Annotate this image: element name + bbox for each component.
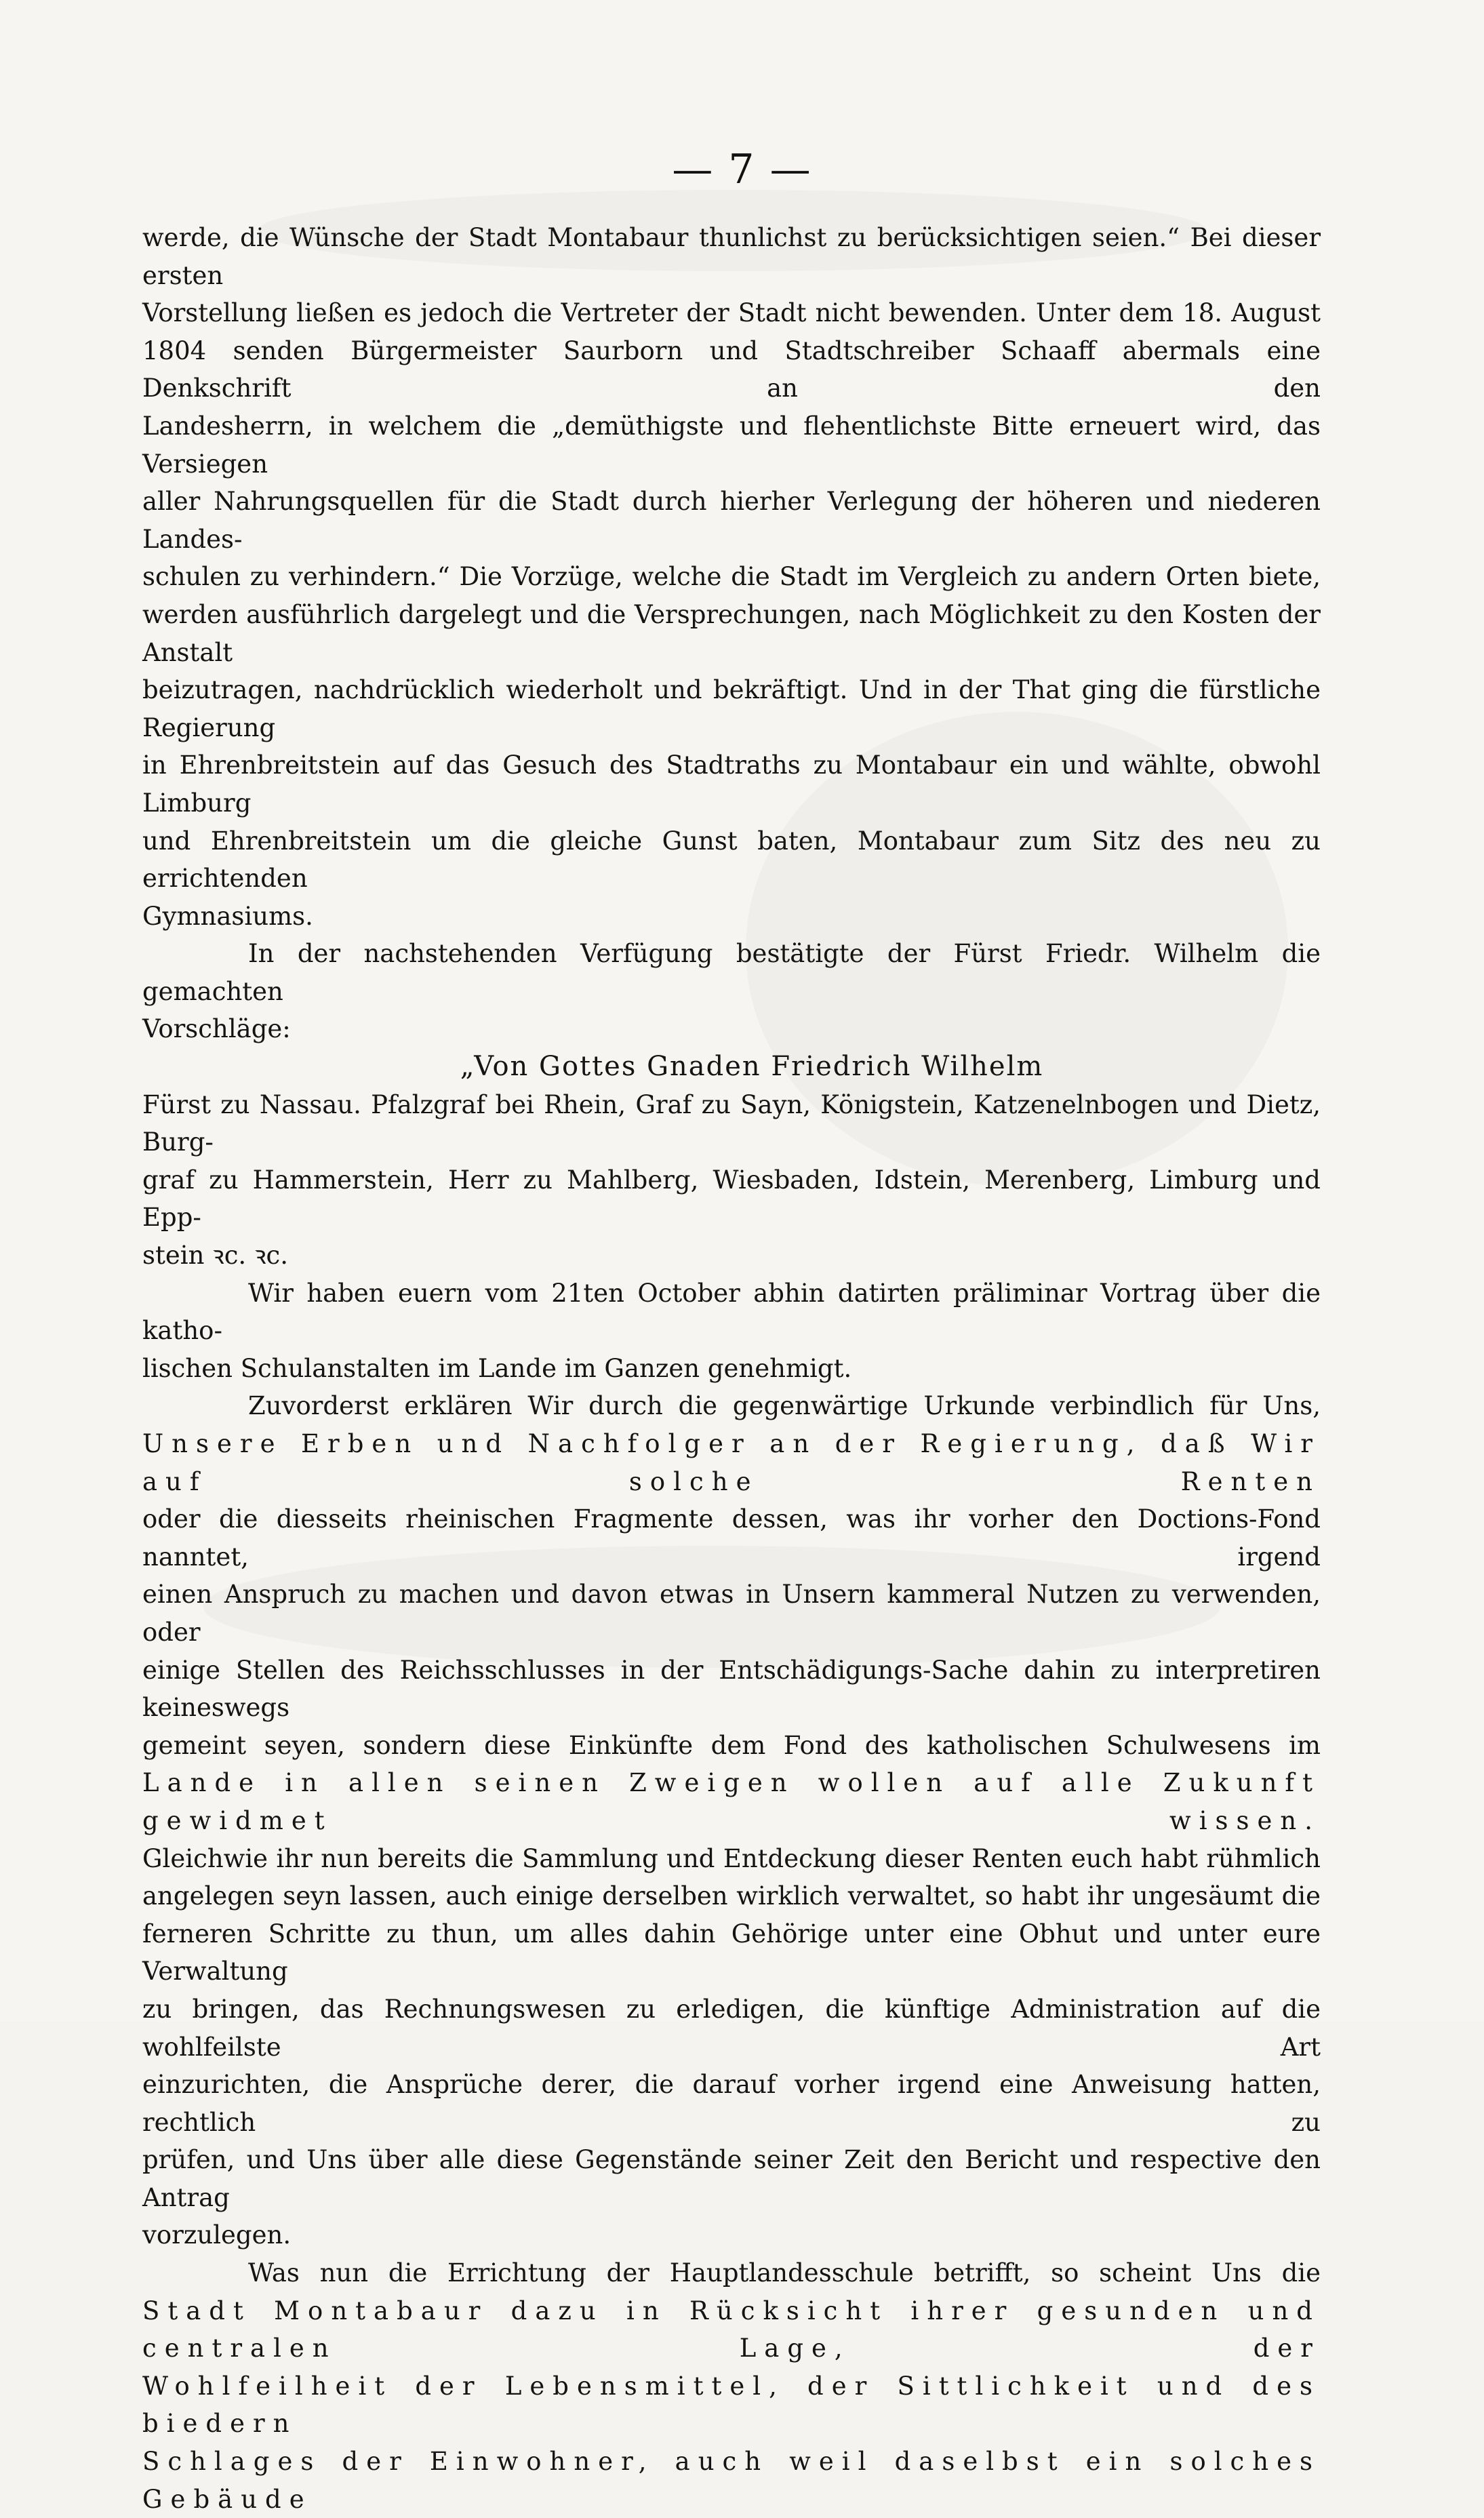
text-line: Wir haben euern vom 21ten October abhin datirten präliminar Vortrag über die katho- xyxy=(142,1278,1321,1346)
paragraph-approval xyxy=(142,1275,1321,1388)
paragraph-titles xyxy=(142,1086,1321,1275)
text-line: gemeint seyen, sondern diese Einkünfte dem Fond des katholischen Schulwesens im xyxy=(142,1730,1321,1760)
paragraph-petition xyxy=(142,219,1321,935)
text-line: ferneren Schritte zu thun, um alles dahin Gehörige unter eine Obhut und unter eure Verwaltung xyxy=(142,1919,1321,1986)
paragraph-declaration xyxy=(142,1387,1321,2254)
text-line: In der nachstehenden Verfügung bestätigte der Fürst Friedr. Wilhelm die gemachten xyxy=(142,939,1321,1006)
text-line: Vorstellung ließen es jedoch die Vertreter der Stadt nicht bewenden. Unter dem 18. August xyxy=(142,298,1321,328)
text-line: zu bringen, das Rechnungswesen zu erledigen, die künftige Administration auf die wohlfeilste Art xyxy=(142,1994,1321,2062)
text-line: einige Stellen des Reichsschlusses in der Entschädigungs-Sache dahin zu interpretiren keineswegs xyxy=(142,1655,1321,1723)
text-line: einen Anspruch zu machen und davon etwas in Unsern kammeral Nutzen zu verwenden, oder xyxy=(142,1580,1321,1647)
paragraph-decree-intro xyxy=(142,935,1321,1048)
text-line: stein ꝛc. ꝛc. xyxy=(142,1241,288,1271)
page-body xyxy=(142,219,1321,2518)
text-line: in Ehrenbreitstein auf das Gesuch des Stadtraths zu Montabaur ein und wählte, obwohl Limburg xyxy=(142,751,1321,818)
text-line: Schlages der Einwohner, auch weil daselbst ein solches Gebäude xyxy=(142,2447,1321,2514)
text-line: schulen zu verhindern.“ Die Vorzüge, welche die Stadt im Vergleich zu andern Orten biete, xyxy=(142,562,1321,592)
paragraph-hauptlandesschule xyxy=(142,2254,1321,2518)
text-line: Unsere Erben und Nachfolger an der Regierung, daß Wir auf solche Renten xyxy=(142,1429,1321,1496)
page-number: — 7 — xyxy=(672,146,812,193)
text-line: Lande in allen seinen Zweigen wollen auf alle Zukunft gewidmet wissen. xyxy=(142,1768,1321,1835)
text-line: Zuvorderst erklären Wir durch die gegenwärtige Urkunde verbindlich für Uns, xyxy=(248,1391,1321,1421)
text-line: lischen Schulanstalten im Lande im Ganzen genehmigt. xyxy=(142,1353,852,1383)
text-line: angelegen seyn lassen, auch einige derselben wirklich verwaltet, so habt ihr ungesäumt die xyxy=(142,1881,1321,1911)
text-line: Landesherrn, in welchem die „demüthigste und flehentlichste Bitte erneuert wird, das Versiegen xyxy=(142,411,1321,479)
text-line: Fürst zu Nassau. Pfalzgraf bei Rhein, Graf zu Sayn, Königstein, Katzenelnbogen und Dietz, Burg- xyxy=(142,1090,1321,1157)
text-line: einzurichten, die Ansprüche derer, die darauf vorher irgend eine Anweisung hatten, rechtlich zu xyxy=(142,2070,1321,2137)
decree-heading: „Von Gottes Gnaden Friedrich Wilhelm xyxy=(460,1051,1044,1083)
text-line: beizutragen, nachdrücklich wiederholt und bekräftigt. Und in der That ging die fürstliche Regierung xyxy=(142,675,1321,742)
text-line: aller Nahrungsquellen für die Stadt durch hierher Verlegung der höheren und niederen Landes- xyxy=(142,487,1321,554)
text-line: Gymnasiums. xyxy=(142,901,313,931)
text-line: werden ausführlich dargelegt und die Versprechungen, nach Möglichkeit zu den Kosten der Anstalt xyxy=(142,599,1321,667)
text-line: Vorschläge: xyxy=(142,1014,291,1044)
text-line: prüfen, und Uns über alle diese Gegenstände seiner Zeit den Bericht und respective den Antrag xyxy=(142,2145,1321,2212)
text-line: werde, die Wünsche der Stadt Montabaur thunlichst zu berücksichtigen seien.“ Bei dieser ersten xyxy=(142,223,1321,290)
text-line: Was nun die Errichtung der Hauptlandesschule betrifft, so scheint Uns die xyxy=(248,2258,1321,2288)
text-line: Stadt Montabaur dazu in Rücksicht ihrer gesunden und centralen Lage, der xyxy=(142,2296,1321,2363)
text-line: oder die diesseits rheinischen Fragmente dessen, was ihr vorher den Doctions-Fond nanntet, irgend xyxy=(142,1504,1321,1572)
text-line: Gleichwie ihr nun bereits die Sammlung und Entdeckung dieser Renten euch habt rühmlich xyxy=(142,1843,1321,1873)
text-line: Wohlfeilheit der Lebensmittel, der Sittlichkeit und des biedern xyxy=(142,2371,1321,2439)
text-line: und Ehrenbreitstein um die gleiche Gunst baten, Montabaur zum Sitz des neu zu errichtenden xyxy=(142,826,1321,894)
text-line: graf zu Hammerstein, Herr zu Mahlberg, Wiesbaden, Idstein, Merenberg, Limburg und Epp- xyxy=(142,1165,1321,1233)
text-line: vorzulegen. xyxy=(142,2220,292,2250)
text-line: 1804 senden Bürgermeister Saurborn und Stadtschreiber Schaaff abermals eine Denkschrift an den xyxy=(142,336,1321,403)
